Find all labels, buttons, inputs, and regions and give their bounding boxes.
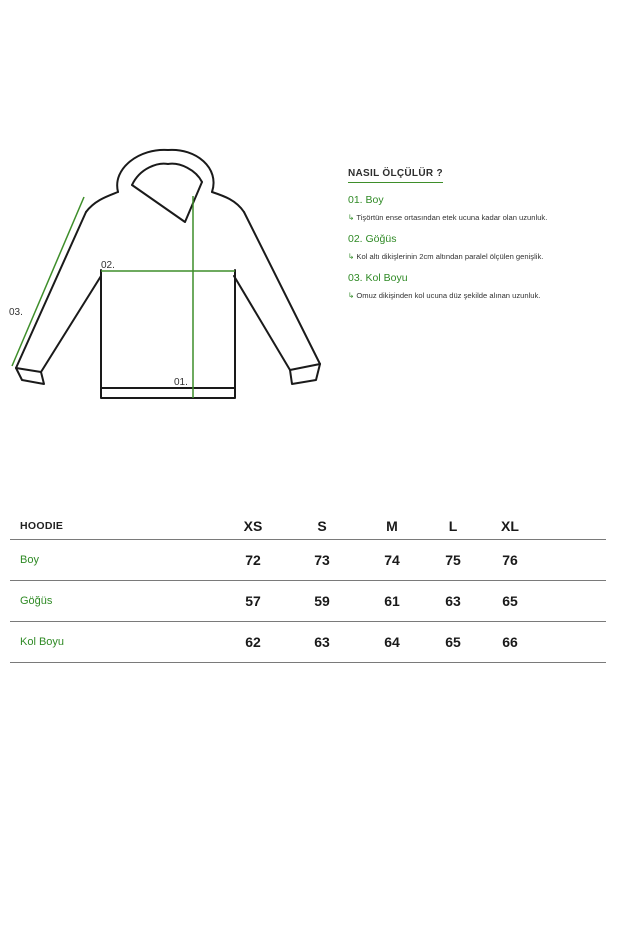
return-arrow-icon: ↳ [348, 252, 355, 261]
measure-boy-desc: ↳ Tişörtün ense ortasından etek ucuna kadar olan uzunluk. [348, 213, 548, 222]
table-cell: 74 [384, 552, 400, 568]
table-cell: 75 [445, 552, 461, 568]
size-header: M [386, 517, 398, 534]
measure-gogus-title: 02. Göğüs [348, 233, 397, 245]
table-row [10, 540, 606, 581]
row-label: Kol Boyu [20, 636, 65, 648]
size-table [10, 512, 606, 663]
row-label: Göğüs [20, 595, 53, 607]
row-label: Boy [20, 554, 39, 566]
table-cell: 59 [314, 593, 330, 609]
size-header: L [448, 517, 458, 534]
table-cell: 65 [445, 634, 461, 650]
table-cell: 65 [502, 593, 518, 609]
table-row [10, 622, 606, 663]
boy-marker: 01. [174, 377, 188, 388]
table-cell: 61 [384, 593, 400, 609]
kol-line [12, 197, 84, 366]
table-cell: 66 [502, 634, 518, 650]
size-header: S [317, 517, 327, 534]
table-cell: 57 [245, 593, 261, 609]
product-label: HOODIE [20, 519, 64, 532]
measure-kol-desc: ↳ Omuz dikişinden kol ucuna düz şekilde alınan uzunluk. [348, 291, 541, 300]
size-header: XL [501, 517, 519, 534]
hoodie-outline [16, 150, 320, 398]
table-cell: 72 [245, 552, 261, 568]
measure-boy-title: 01. Boy [348, 194, 384, 206]
table-cell: 63 [314, 634, 330, 650]
measure-guide [348, 163, 610, 300]
hoodie-illustration [0, 140, 340, 420]
return-arrow-icon: ↳ [348, 291, 355, 300]
table-cell: 73 [314, 552, 330, 568]
table-cell: 62 [245, 634, 261, 650]
kol-marker: 03. [9, 307, 23, 318]
table-cell: 76 [502, 552, 518, 568]
measurement-lines [12, 196, 235, 398]
table-cell: 64 [384, 634, 400, 650]
table-row [10, 581, 606, 622]
hoodie-diagram [0, 140, 340, 420]
measure-kol-title: 03. Kol Boyu [348, 272, 408, 284]
size-header: XS [243, 517, 263, 534]
table-cell: 63 [445, 593, 461, 609]
gogus-marker: 02. [101, 260, 115, 271]
table-header-row [10, 512, 606, 540]
return-arrow-icon: ↳ [348, 213, 355, 222]
measure-gogus-desc: ↳ Kol altı dikişlerinin 2cm altından paralel ölçülen genişlik. [348, 252, 544, 261]
guide-title: NASIL ÖLÇÜLÜR ? [348, 168, 443, 183]
